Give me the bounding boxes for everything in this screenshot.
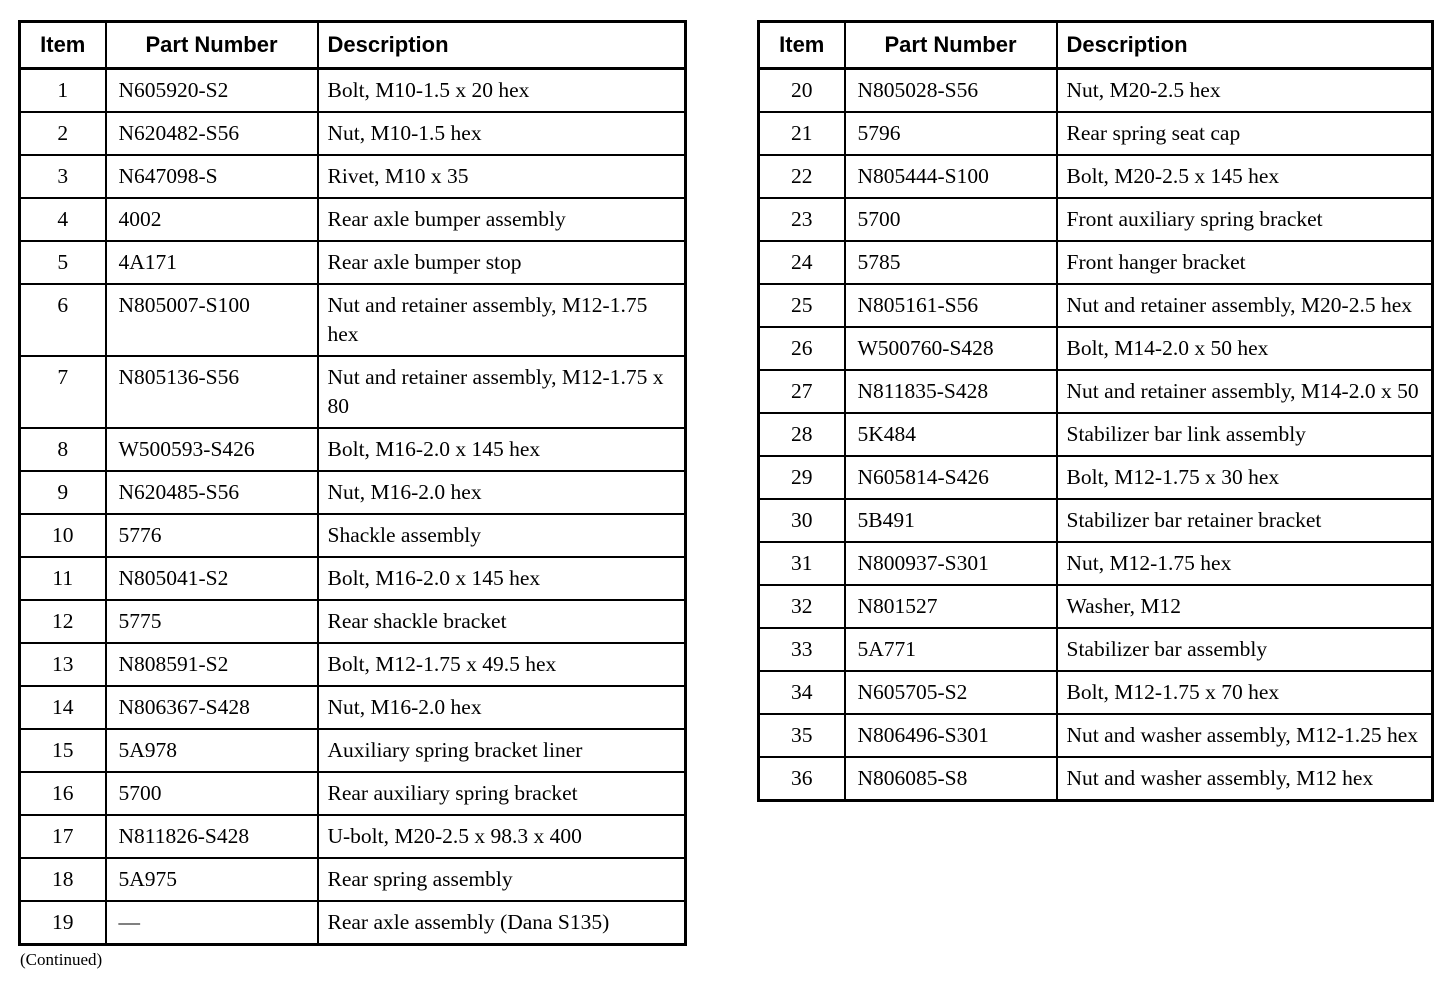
part-number-cell: 5B491 <box>845 499 1057 542</box>
description-cell: Bolt, M14-2.0 x 50 hex <box>1057 327 1433 370</box>
table-body <box>759 68 1433 800</box>
table-row <box>759 628 1433 671</box>
table-row <box>20 198 686 241</box>
part-number-cell: N805444-S100 <box>845 155 1057 198</box>
description-cell: Bolt, M10-1.5 x 20 hex <box>318 68 686 112</box>
part-number-cell: N620485-S56 <box>106 471 318 514</box>
description-cell: Rear axle bumper assembly <box>318 198 686 241</box>
part-number-cell: W500593-S426 <box>106 428 318 471</box>
table-row <box>759 757 1433 801</box>
item-cell: 4 <box>20 198 106 241</box>
table-row <box>759 413 1433 456</box>
item-cell: 17 <box>20 815 106 858</box>
description-cell: Stabilizer bar assembly <box>1057 628 1433 671</box>
item-cell: 35 <box>759 714 845 757</box>
header-row <box>759 22 1433 69</box>
item-cell: 27 <box>759 370 845 413</box>
table-row <box>759 542 1433 585</box>
item-cell: 26 <box>759 327 845 370</box>
part-number-cell: N605705-S2 <box>845 671 1057 714</box>
description-cell: Nut and washer assembly, M12-1.25 hex <box>1057 714 1433 757</box>
item-cell: 15 <box>20 729 106 772</box>
table-row <box>20 112 686 155</box>
description-cell: Bolt, M16-2.0 x 145 hex <box>318 428 686 471</box>
table-row <box>20 815 686 858</box>
table-row <box>20 155 686 198</box>
table-row <box>759 671 1433 714</box>
description-cell: Rivet, M10 x 35 <box>318 155 686 198</box>
part-number-cell: N808591-S2 <box>106 643 318 686</box>
table-row <box>759 241 1433 284</box>
part-number-cell: 5A978 <box>106 729 318 772</box>
table-row <box>759 284 1433 327</box>
table-row <box>20 284 686 356</box>
item-cell: 29 <box>759 456 845 499</box>
description-cell: Auxiliary spring bracket liner <box>318 729 686 772</box>
description-cell: Rear axle assembly (Dana S135) <box>318 901 686 945</box>
description-cell: Rear axle bumper stop <box>318 241 686 284</box>
description-cell: Nut and retainer assembly, M14-2.0 x 50 <box>1057 370 1433 413</box>
parts-table-items-20-36 <box>757 20 1434 802</box>
column-header-part-number-cell: Part Number <box>106 22 318 69</box>
item-cell: 3 <box>20 155 106 198</box>
item-cell: 10 <box>20 514 106 557</box>
table-row <box>20 858 686 901</box>
part-number-cell: 5K484 <box>845 413 1057 456</box>
table-row <box>759 112 1433 155</box>
table-row <box>759 585 1433 628</box>
item-cell: 31 <box>759 542 845 585</box>
table-row <box>20 557 686 600</box>
description-cell: Rear spring assembly <box>318 858 686 901</box>
description-cell: Bolt, M12-1.75 x 49.5 hex <box>318 643 686 686</box>
parts-table-items-1-19 <box>18 20 687 946</box>
table-header <box>20 22 686 69</box>
part-number-cell: 5700 <box>845 198 1057 241</box>
column-header-part-number-cell: Part Number <box>845 22 1057 69</box>
description-cell: Washer, M12 <box>1057 585 1433 628</box>
description-cell: Rear spring seat cap <box>1057 112 1433 155</box>
item-cell: 36 <box>759 757 845 801</box>
part-number-cell: 5796 <box>845 112 1057 155</box>
table-row <box>759 370 1433 413</box>
part-number-cell: 5785 <box>845 241 1057 284</box>
description-cell: Bolt, M12-1.75 x 70 hex <box>1057 671 1433 714</box>
part-number-cell: N620482-S56 <box>106 112 318 155</box>
table-row <box>20 600 686 643</box>
description-cell: Stabilizer bar retainer bracket <box>1057 499 1433 542</box>
parts-tables-container <box>18 20 1438 946</box>
item-cell: 19 <box>20 901 106 945</box>
item-cell: 23 <box>759 198 845 241</box>
description-cell: Nut and retainer assembly, M12-1.75 x 80 <box>318 356 686 428</box>
item-cell: 11 <box>20 557 106 600</box>
table-row <box>20 901 686 945</box>
part-number-cell: N811835-S428 <box>845 370 1057 413</box>
table-row <box>20 68 686 112</box>
item-cell: 16 <box>20 772 106 815</box>
item-cell: 18 <box>20 858 106 901</box>
description-cell: Nut and retainer assembly, M20-2.5 hex <box>1057 284 1433 327</box>
item-cell: 9 <box>20 471 106 514</box>
table-row <box>759 155 1433 198</box>
part-number-cell: 5A975 <box>106 858 318 901</box>
table-row <box>20 686 686 729</box>
table-row <box>759 714 1433 757</box>
table-row <box>759 327 1433 370</box>
item-cell: 21 <box>759 112 845 155</box>
item-cell: 12 <box>20 600 106 643</box>
description-cell: Front auxiliary spring bracket <box>1057 198 1433 241</box>
description-cell: Nut, M16-2.0 hex <box>318 686 686 729</box>
table-row <box>20 471 686 514</box>
table-row <box>20 772 686 815</box>
item-cell: 2 <box>20 112 106 155</box>
item-cell: 30 <box>759 499 845 542</box>
part-number-cell: 5775 <box>106 600 318 643</box>
part-number-cell: N811826-S428 <box>106 815 318 858</box>
description-cell: Stabilizer bar link assembly <box>1057 413 1433 456</box>
item-cell: 14 <box>20 686 106 729</box>
part-number-cell: 4002 <box>106 198 318 241</box>
part-number-cell: 5776 <box>106 514 318 557</box>
table-row <box>759 456 1433 499</box>
item-cell: 32 <box>759 585 845 628</box>
item-cell: 20 <box>759 68 845 112</box>
table-row <box>759 198 1433 241</box>
column-header-description-cell: Description <box>318 22 686 69</box>
description-cell: Nut, M16-2.0 hex <box>318 471 686 514</box>
part-number-cell: N805007-S100 <box>106 284 318 356</box>
column-header-item-cell: Item <box>759 22 845 69</box>
part-number-cell: N805136-S56 <box>106 356 318 428</box>
column-header-description-cell: Description <box>1057 22 1433 69</box>
item-cell: 5 <box>20 241 106 284</box>
continued-label: (Continued) <box>20 950 103 970</box>
description-cell: Rear auxiliary spring bracket <box>318 772 686 815</box>
table-row <box>20 356 686 428</box>
description-cell: Bolt, M16-2.0 x 145 hex <box>318 557 686 600</box>
table-row <box>20 241 686 284</box>
header-row <box>20 22 686 69</box>
part-number-cell: N801527 <box>845 585 1057 628</box>
description-cell: Nut and retainer assembly, M12-1.75 hex <box>318 284 686 356</box>
part-number-cell: N805041-S2 <box>106 557 318 600</box>
part-number-cell: N805161-S56 <box>845 284 1057 327</box>
item-cell: 24 <box>759 241 845 284</box>
item-cell: 1 <box>20 68 106 112</box>
description-cell: Nut, M12-1.75 hex <box>1057 542 1433 585</box>
description-cell: Shackle assembly <box>318 514 686 557</box>
description-cell: Bolt, M20-2.5 x 145 hex <box>1057 155 1433 198</box>
part-number-cell: 4A171 <box>106 241 318 284</box>
table-row <box>759 68 1433 112</box>
item-cell: 13 <box>20 643 106 686</box>
item-cell: 6 <box>20 284 106 356</box>
item-cell: 34 <box>759 671 845 714</box>
part-number-cell: N805028-S56 <box>845 68 1057 112</box>
part-number-cell: N647098-S <box>106 155 318 198</box>
description-cell: Nut, M10-1.5 hex <box>318 112 686 155</box>
description-cell: U-bolt, M20-2.5 x 98.3 x 400 <box>318 815 686 858</box>
column-header-item-cell: Item <box>20 22 106 69</box>
part-number-cell: W500760-S428 <box>845 327 1057 370</box>
part-number-cell: — <box>106 901 318 945</box>
table-row <box>20 428 686 471</box>
table-row <box>20 729 686 772</box>
item-cell: 33 <box>759 628 845 671</box>
description-cell: Front hanger bracket <box>1057 241 1433 284</box>
description-cell: Bolt, M12-1.75 x 30 hex <box>1057 456 1433 499</box>
table-row <box>20 643 686 686</box>
item-cell: 25 <box>759 284 845 327</box>
table-row <box>759 499 1433 542</box>
table-header <box>759 22 1433 69</box>
part-number-cell: N605814-S426 <box>845 456 1057 499</box>
part-number-cell: 5A771 <box>845 628 1057 671</box>
part-number-cell: N800937-S301 <box>845 542 1057 585</box>
part-number-cell: 5700 <box>106 772 318 815</box>
item-cell: 7 <box>20 356 106 428</box>
description-cell: Nut, M20-2.5 hex <box>1057 68 1433 112</box>
item-cell: 22 <box>759 155 845 198</box>
item-cell: 8 <box>20 428 106 471</box>
part-number-cell: N605920-S2 <box>106 68 318 112</box>
part-number-cell: N806367-S428 <box>106 686 318 729</box>
item-cell: 28 <box>759 413 845 456</box>
part-number-cell: N806496-S301 <box>845 714 1057 757</box>
table-row <box>20 514 686 557</box>
description-cell: Rear shackle bracket <box>318 600 686 643</box>
part-number-cell: N806085-S8 <box>845 757 1057 801</box>
table-body <box>20 68 686 944</box>
description-cell: Nut and washer assembly, M12 hex <box>1057 757 1433 801</box>
